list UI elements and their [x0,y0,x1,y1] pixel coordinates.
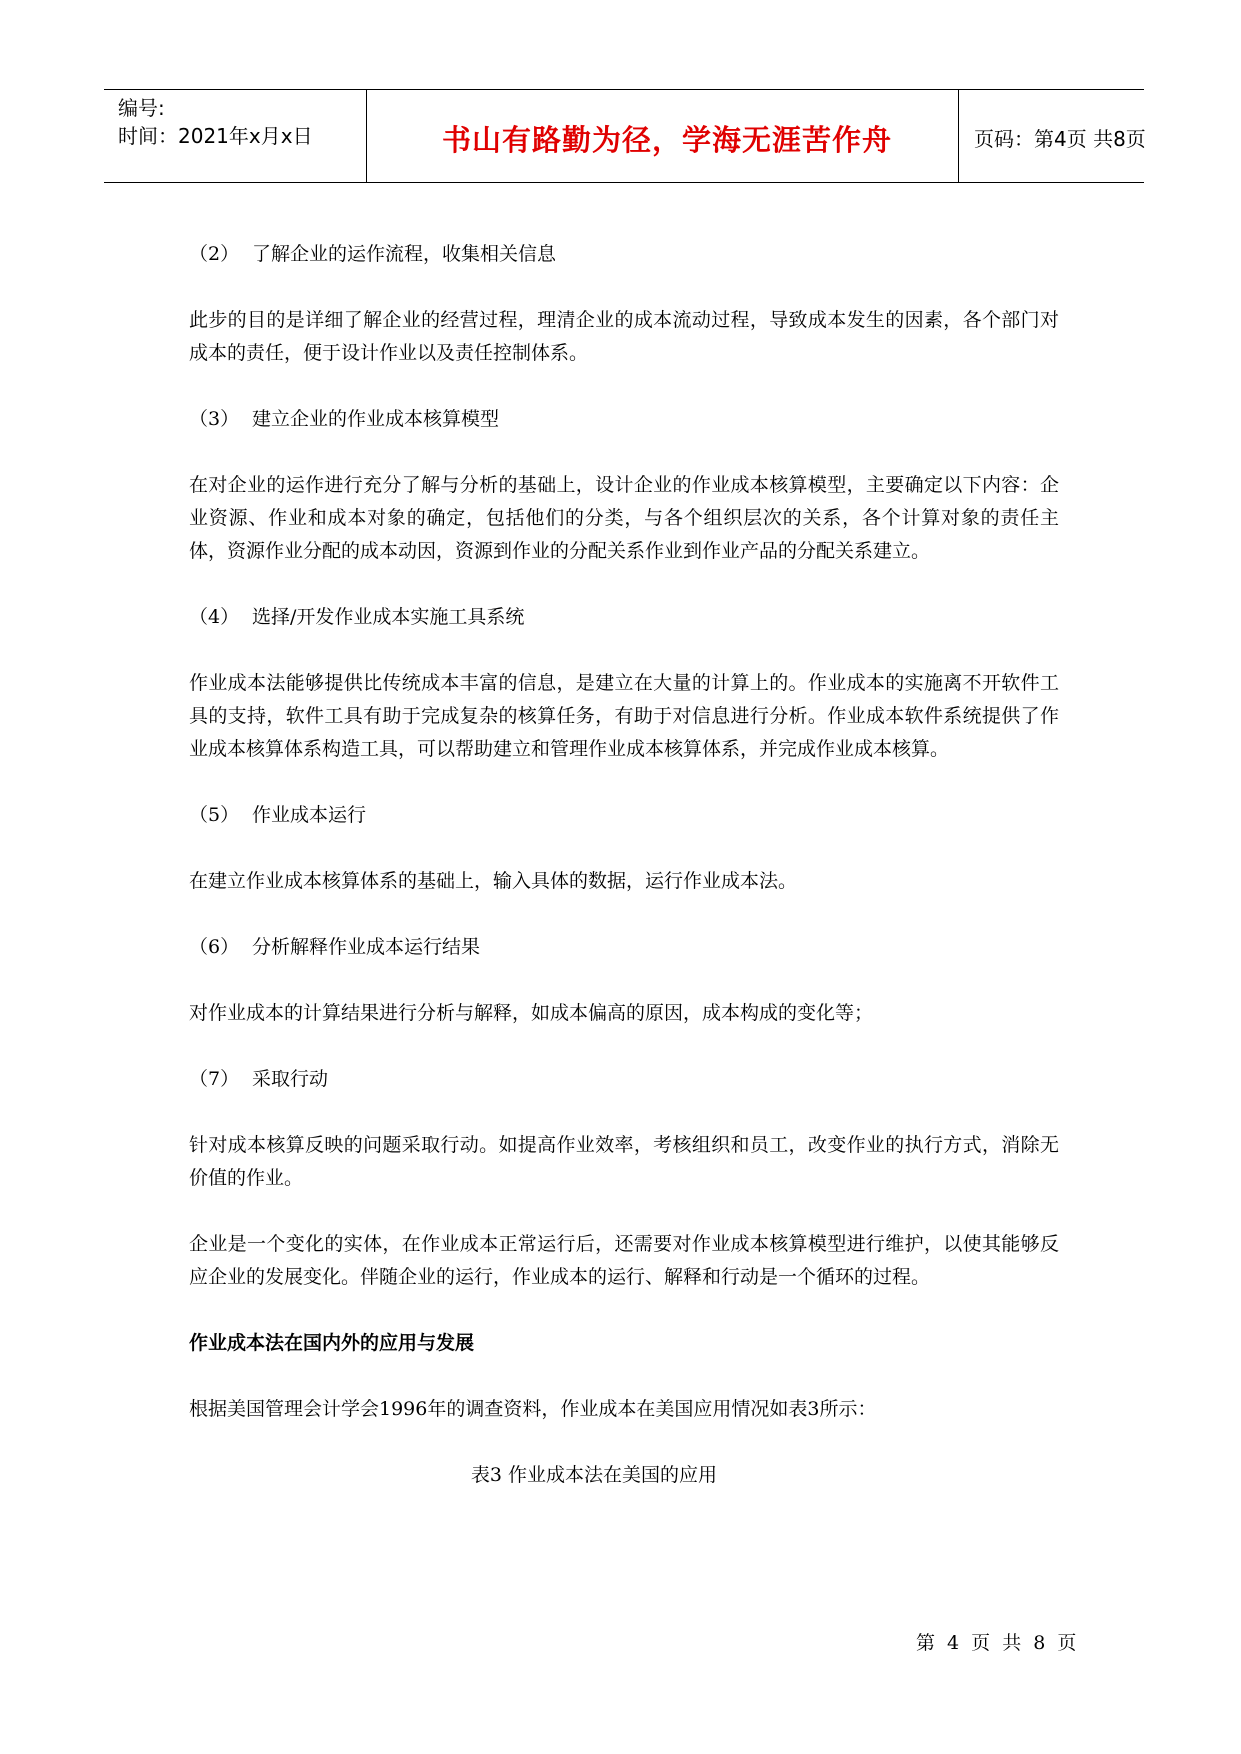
step-title: 建立企业的作业成本核算模型 [252,408,500,430]
step-number: （7） [189,1068,240,1090]
page-footer: 第 4 页 共 8 页 [916,1632,1077,1654]
step-number: （5） [189,804,240,826]
header-motto: 书山有路勤为径，学海无涯苦作舟 [441,123,892,157]
step-number: （4） [189,606,240,628]
section-heading: 作业成本法在国内外的应用与发展 [189,1332,475,1354]
paragraph: 对作业成本的计算结果进行分析与解释，如成本偏高的原因，成本构成的变化等； [189,1002,874,1024]
paragraph: 在建立作业成本核算体系的基础上，输入具体的数据，运行作业成本法。 [189,870,798,892]
step-heading [189,601,1059,634]
header-meta [118,94,368,150]
time-label: 时间：2021年x月x日 [118,124,313,148]
paragraph: 在对企业的运作进行充分了解与分析的基础上，设计企业的作业成本核算模型，主要确定以下内容：企业资源、作业和成本对象的确定，包括他们的分类，与各个组织层次的关系，各个计算对象的责任主体，资源作业分配的成本动因，资源到作业的分配关系作业到作业产品的分配关系建立。 [189,474,1059,562]
header-divider [958,90,959,182]
step-number: （6） [189,936,240,958]
step-heading [189,1063,1059,1096]
table-caption: 表3 作业成本法在美国的应用 [470,1464,718,1486]
step-title: 选择/开发作业成本实施工具系统 [252,606,525,628]
step-title: 采取行动 [252,1068,329,1090]
paragraph: 针对成本核算反映的问题采取行动。如提高作业效率，考核组织和员工，改变作业的执行方式，消除无价值的作业。 [189,1134,1059,1189]
step-heading [189,931,1059,964]
paragraph: 此步的目的是详细了解企业的经营过程，理清企业的成本流动过程，导致成本发生的因素，各个部门对成本的责任，便于设计作业以及责任控制体系。 [189,309,1059,364]
document-body [189,238,1059,1492]
paragraph: 作业成本法能够提供比传统成本丰富的信息，是建立在大量的计算上的。作业成本的实施离不开软件工具的支持，软件工具有助于完成复杂的核算任务，有助于对信息进行分析。作业成本软件系统提供了作业成本核算体系构造工具，可以帮助建立和管理作业成本核算体系，并完成作业成本核算。 [189,672,1059,760]
number-label: 编号: [118,96,165,120]
paragraph: 企业是一个变化的实体，在作业成本正常运行后，还需要对作业成本核算模型进行维护，以使其能够反应企业的发展变化。伴随企业的运行，作业成本的运行、解释和行动是一个循环的过程。 [189,1233,1059,1288]
paragraph: 根据美国管理会计学会1996年的调查资料，作业成本在美国应用情况如表3所示： [189,1398,877,1420]
step-title: 了解企业的运作流程，收集相关信息 [252,243,557,265]
header-divider [366,90,367,182]
step-heading [189,238,1059,271]
step-heading [189,403,1059,436]
step-title: 分析解释作业成本运行结果 [252,936,481,958]
step-number: （2） [189,243,240,265]
step-heading [189,799,1059,832]
header-page-info: 页码：第4页 共8页 [974,127,1146,151]
step-number: （3） [189,408,240,430]
page-header [104,89,1144,183]
step-title: 作业成本运行 [252,804,367,826]
